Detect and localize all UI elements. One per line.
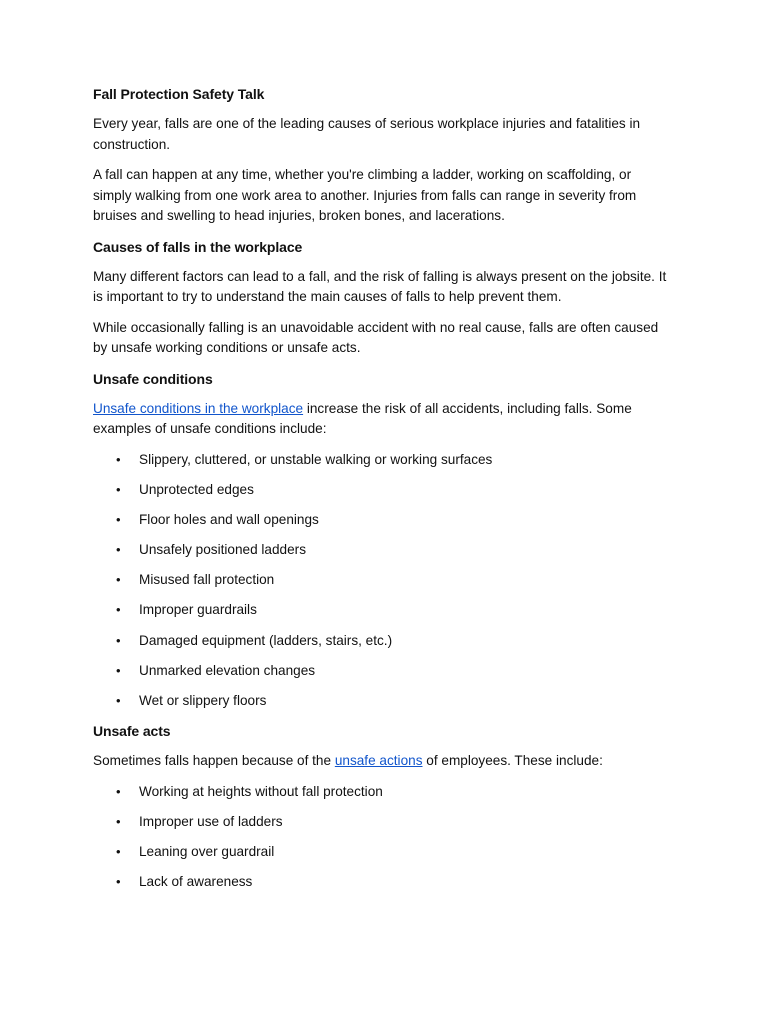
unsafe-acts-heading: Unsafe acts [93,723,171,740]
list-item [93,450,673,470]
bullet-icon: • [116,451,121,467]
list-item-text: Leaning over guardrail [139,844,275,860]
document-body [93,84,673,902]
list-item [93,480,673,500]
bullet-icon: • [116,693,121,708]
list-item-text: Working at heights without fall protection [139,783,383,799]
list-item [93,661,673,681]
unsafe-conditions-text: increase the risk of all accidents, including falls. Some examples of unsafe conditions include: [93,400,632,436]
unsafe-conditions-paragraph [93,399,673,440]
list-item [93,600,673,620]
list-item [93,540,673,560]
causes-heading: Causes of falls in the workplace [93,238,303,255]
list-item [93,631,673,651]
list-item-text: Damaged equipment (ladders, stairs, etc.) [139,632,393,648]
bullet-icon: • [116,632,121,648]
list-item-text: Misused fall protection [139,572,275,588]
bullet-icon: • [116,662,121,678]
bullet-icon: • [116,572,121,588]
bullet-icon: • [116,511,121,527]
list-item-text: Improper guardrails [139,602,257,618]
list-item-text: Improper use of ladders [139,813,283,829]
list-item-text: Slippery, cluttered, or unstable walking or working surfaces [139,451,493,467]
bullet-icon: • [116,874,121,890]
list-item-text: Unsafely positioned ladders [139,542,307,558]
causes-paragraph-2: While occasionally falling is an unavoidable accident with no real cause, falls are often caused by unsafe working conditions or unsafe acts. [93,319,659,355]
list-item [93,842,673,862]
bullet-icon: • [116,844,121,860]
unsafe-conditions-heading: Unsafe conditions [93,370,213,387]
list-item [93,872,673,892]
list-item [93,812,673,832]
unsafe-actions-link[interactable]: unsafe actions [334,753,423,769]
unsafe-acts-text-before: Sometimes falls happen because of the [93,753,335,769]
intro-paragraph-2: A fall can happen at any time, whether you're climbing a ladder, working on scaffolding, or simply walking from one work area to another. Injuries from falls can range in severity from bruises and swelling to head injuries, broken bones, and lacerations. [93,167,637,223]
bullet-icon: • [116,542,121,558]
intro-paragraph-1: Every year, falls are one of the leading causes of serious workplace injuries and fatalities in construction. [93,116,641,152]
list-item-text: Unprotected edges [139,481,254,497]
bullet-icon: • [116,783,121,799]
unsafe-acts-paragraph [93,751,673,772]
bullet-icon: • [116,813,121,829]
list-item [93,782,673,802]
causes-paragraph-1: Many different factors can lead to a fall, and the risk of falling is always present on the jobsite. It is important to try to understand the main causes of falls to help prevent them. [93,268,667,304]
bullet-icon: • [116,602,121,618]
document-title: Fall Protection Safety Talk [93,86,265,102]
list-item [93,691,673,711]
list-item-text: Floor holes and wall openings [139,511,319,527]
bullet-icon: • [116,481,121,497]
list-item [93,570,673,590]
list-item-text: Unmarked elevation changes [139,662,316,678]
unsafe-conditions-link[interactable]: Unsafe conditions in the workplace [93,400,304,416]
list-item-text: Lack of awareness [139,874,253,890]
unsafe-conditions-list [93,450,673,712]
unsafe-acts-text-after: of employees. These include: [422,753,603,769]
list-item [93,510,673,530]
unsafe-acts-list [93,782,673,893]
list-item-text: Wet or slippery floors [139,693,267,708]
